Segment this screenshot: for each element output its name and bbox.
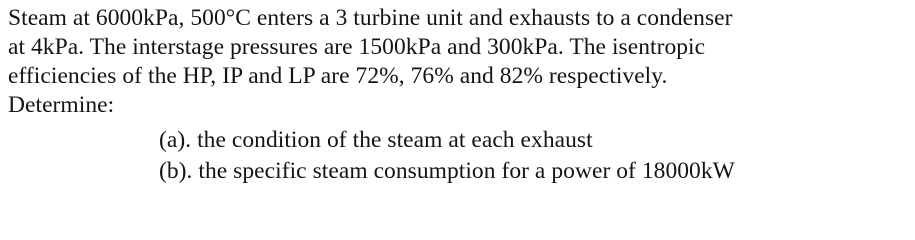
statement-line-3: efficiencies of the HP, IP and LP are 72%, 76% and 82% respectively.	[8, 63, 668, 89]
part-a: (a). the condition of the steam at each exhaust	[159, 127, 593, 153]
problem-text	[8, 4, 908, 187]
question-parts	[159, 125, 908, 187]
part-b: (b). the specific steam consumption for a power of 18000kW	[159, 158, 735, 184]
statement-line-2: at 4kPa. The interstage pressures are 1500kPa and 300kPa. The isentropic	[8, 34, 706, 60]
determine-label: Determine:	[8, 92, 115, 118]
statement-line-1: Steam at 6000kPa, 500°C enters a 3 turbine unit and exhausts to a condenser	[8, 5, 733, 31]
